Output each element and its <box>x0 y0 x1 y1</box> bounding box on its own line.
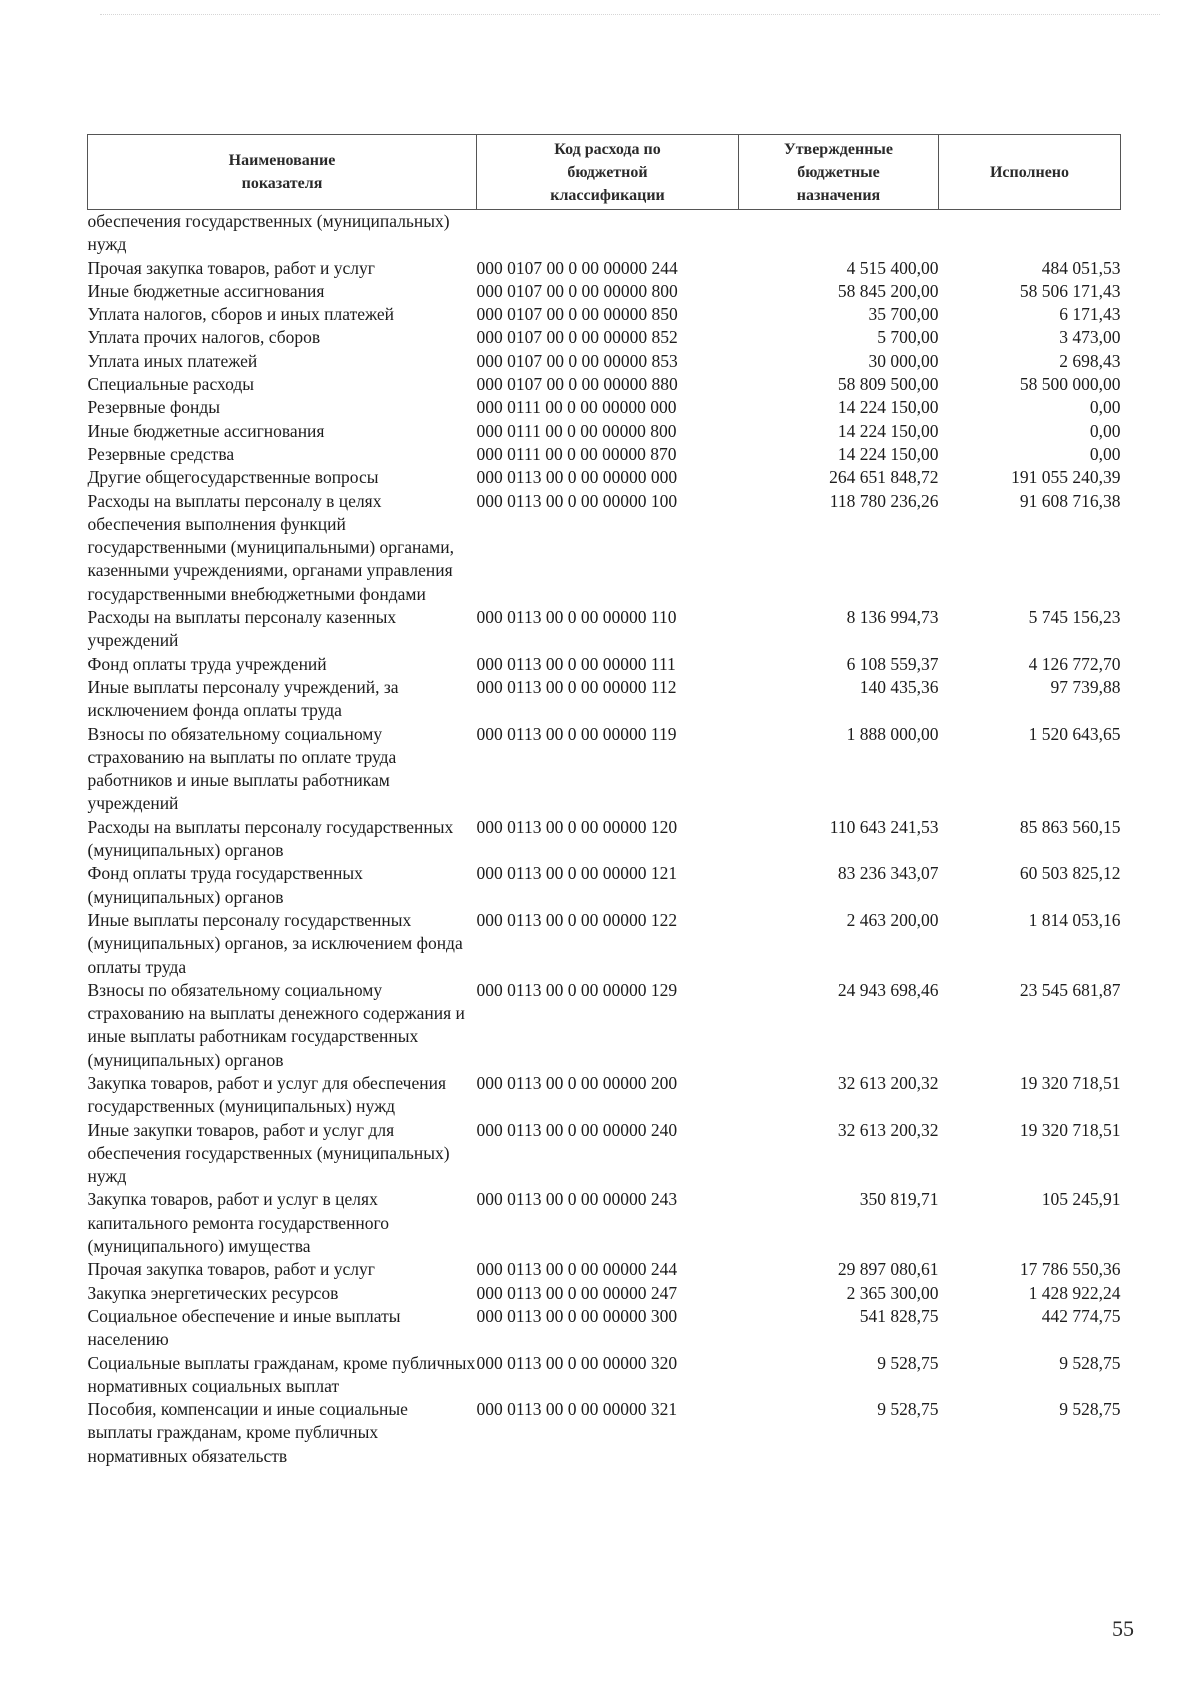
table-row <box>88 816 1121 863</box>
cell-code: 000 0113 00 0 00 00000 321 <box>476 1399 678 1420</box>
cell-name: Другие общегосударственные вопросы <box>87 467 379 488</box>
cell-done: 60 503 825,12 <box>1019 863 1121 884</box>
cell-done: 3 473,00 <box>1059 327 1121 348</box>
cell-done: 9 528,75 <box>1059 1399 1121 1420</box>
cell-name: Расходы на выплаты персоналу казенных учреждений <box>87 607 397 651</box>
cell-plan: 4 515 400,00 <box>846 257 939 278</box>
table-row <box>88 373 1121 396</box>
table-row <box>88 1305 1121 1352</box>
table-header-row <box>88 135 1121 210</box>
cell-code: 000 0113 00 0 00 00000 121 <box>476 863 678 884</box>
cell-name: Прочая закупка товаров, работ и услуг <box>87 257 375 278</box>
cell-plan: 140 435,36 <box>859 676 939 697</box>
cell-name: Взносы по обязательному социальному страхованию на выплаты по оплате труда работников и иные выплаты работникам учреждений <box>87 723 397 814</box>
cell-code: 000 0107 00 0 00 00000 852 <box>476 327 678 348</box>
table-row <box>88 979 1121 1072</box>
cell-plan: 6 108 559,37 <box>846 653 939 674</box>
cell-done: 191 055 240,39 <box>1011 467 1121 488</box>
cell-name: Фонд оплаты труда учреждений <box>87 653 327 674</box>
cell-plan: 9 528,75 <box>877 1352 939 1373</box>
cell-code: 000 0107 00 0 00 00000 880 <box>476 374 678 395</box>
cell-done: 1 428 922,24 <box>1028 1282 1121 1303</box>
scan-artifact-line <box>100 14 1160 16</box>
cell-code: 000 0113 00 0 00 00000 100 <box>476 490 678 511</box>
cell-plan <box>739 210 939 257</box>
cell-code: 000 0111 00 0 00 00000 870 <box>476 443 677 464</box>
cell-done: 484 051,53 <box>1041 257 1121 278</box>
cell-name: Расходы на выплаты персоналу в целях обеспечения выполнения функций государственными (муниципальными) органами, казенными учреждениями, органами управления государственными внебюджетными фондами <box>87 490 454 604</box>
page-number: 55 <box>1112 1616 1134 1641</box>
table-row <box>88 303 1121 326</box>
cell-done: 1 814 053,16 <box>1028 909 1121 930</box>
cell-plan: 110 643 241,53 <box>829 816 939 837</box>
table-row <box>88 606 1121 653</box>
cell-name: Резервные средства <box>87 443 235 464</box>
table-row <box>88 1352 1121 1399</box>
table-row <box>88 420 1121 443</box>
table-row <box>88 280 1121 303</box>
cell-plan: 8 136 994,73 <box>846 607 939 628</box>
cell-plan: 2 365 300,00 <box>846 1282 939 1303</box>
cell-plan: 350 819,71 <box>859 1189 939 1210</box>
table-row <box>88 676 1121 723</box>
cell-done: 85 863 560,15 <box>1019 816 1121 837</box>
cell-plan: 9 528,75 <box>877 1399 939 1420</box>
cell-plan: 29 897 080,61 <box>837 1259 939 1280</box>
cell-plan: 58 845 200,00 <box>837 280 939 301</box>
cell-done: 19 320 718,51 <box>1019 1119 1121 1140</box>
cell-plan: 5 700,00 <box>877 327 939 348</box>
cell-plan: 35 700,00 <box>868 304 939 325</box>
cell-done: 17 786 550,36 <box>1019 1259 1121 1280</box>
cell-done: 4 126 772,70 <box>1028 653 1121 674</box>
cell-code: 000 0111 00 0 00 00000 800 <box>476 420 677 441</box>
cell-name: Иные бюджетные ассигнования <box>87 420 325 441</box>
table-row <box>88 443 1121 466</box>
cell-name: обеспечения государственных (муниципальных) нужд <box>87 211 450 255</box>
cell-name: Иные закупки товаров, работ и услуг для обеспечения государственных (муниципальных) нужд <box>87 1119 450 1187</box>
cell-name: Специальные расходы <box>87 374 254 395</box>
cell-code: 000 0113 00 0 00 00000 111 <box>476 653 676 674</box>
cell-done: 442 774,75 <box>1041 1305 1121 1326</box>
table-body <box>88 210 1121 1469</box>
cell-code: 000 0113 00 0 00 00000 000 <box>476 467 678 488</box>
cell-name: Уплата налогов, сборов и иных платежей <box>87 304 394 325</box>
cell-name: Резервные фонды <box>87 397 221 418</box>
cell-plan: 58 809 500,00 <box>837 374 939 395</box>
cell-code: 000 0113 00 0 00 00000 244 <box>476 1259 678 1280</box>
cell-plan: 30 000,00 <box>868 350 939 371</box>
table-row <box>88 1119 1121 1189</box>
cell-done: 0,00 <box>1089 443 1121 464</box>
cell-plan: 264 651 848,72 <box>829 467 939 488</box>
cell-name: Закупка товаров, работ и услуг в целях капитального ремонта государственного (муниципального) имущества <box>87 1189 390 1257</box>
cell-name: Закупка энергетических ресурсов <box>87 1282 339 1303</box>
cell-plan: 83 236 343,07 <box>837 863 939 884</box>
cell-code: 000 0113 00 0 00 00000 247 <box>476 1282 678 1303</box>
cell-name: Уплата прочих налогов, сборов <box>87 327 321 348</box>
cell-done: 58 506 171,43 <box>1019 280 1121 301</box>
header-plan: Утвержденные бюджетные назначения <box>739 135 939 210</box>
cell-done: 0,00 <box>1089 420 1121 441</box>
cell-done: 6 171,43 <box>1059 304 1121 325</box>
table-row <box>88 1258 1121 1281</box>
cell-plan: 118 780 236,26 <box>829 490 939 511</box>
table-row <box>88 723 1121 816</box>
cell-plan: 32 613 200,32 <box>837 1119 939 1140</box>
cell-code: 000 0113 00 0 00 00000 200 <box>476 1072 678 1093</box>
cell-code <box>477 210 739 257</box>
cell-done: 9 528,75 <box>1059 1352 1121 1373</box>
cell-plan: 14 224 150,00 <box>837 443 939 464</box>
cell-done: 1 520 643,65 <box>1028 723 1121 744</box>
table-row <box>88 1072 1121 1119</box>
cell-code: 000 0113 00 0 00 00000 129 <box>476 979 678 1000</box>
cell-done: 97 739,88 <box>1050 676 1121 697</box>
cell-name: Взносы по обязательному социальному страхованию на выплаты денежного содержания и иные выплаты работникам государственных (муниципальных) органов <box>87 979 465 1070</box>
table-row <box>88 396 1121 419</box>
cell-done: 58 500 000,00 <box>1019 374 1121 395</box>
table-row <box>88 257 1121 280</box>
cell-code: 000 0113 00 0 00 00000 122 <box>476 909 678 930</box>
cell-name: Иные выплаты персоналу учреждений, за исключением фонда оплаты труда <box>87 676 399 721</box>
cell-plan: 1 888 000,00 <box>846 723 939 744</box>
table-row <box>88 326 1121 349</box>
cell-done: 23 545 681,87 <box>1019 979 1121 1000</box>
cell-plan: 2 463 200,00 <box>846 909 939 930</box>
cell-done: 19 320 718,51 <box>1019 1072 1121 1093</box>
cell-plan: 14 224 150,00 <box>837 420 939 441</box>
table-row <box>88 466 1121 489</box>
cell-done: 105 245,91 <box>1041 1189 1121 1210</box>
header-name: Наименование показателя <box>88 135 477 210</box>
table-row <box>88 490 1121 606</box>
cell-code: 000 0113 00 0 00 00000 120 <box>476 816 678 837</box>
cell-code: 000 0107 00 0 00 00000 853 <box>476 350 678 371</box>
cell-code: 000 0113 00 0 00 00000 320 <box>476 1352 678 1373</box>
cell-plan: 24 943 698,46 <box>837 979 939 1000</box>
table-row <box>88 1398 1121 1468</box>
cell-name: Социальное обеспечение и иные выплаты населению <box>87 1305 401 1350</box>
header-done: Исполнено <box>939 135 1121 210</box>
table-row <box>88 350 1121 373</box>
cell-plan: 541 828,75 <box>859 1305 939 1326</box>
cell-name: Уплата иных платежей <box>87 350 258 371</box>
cell-code: 000 0107 00 0 00 00000 850 <box>476 304 678 325</box>
cell-name: Закупка товаров, работ и услуг для обеспечения государственных (муниципальных) нужд <box>87 1072 447 1117</box>
cell-name: Пособия, компенсации и иные социальные выплаты гражданам, кроме публичных нормативных обязательств <box>87 1399 408 1466</box>
cell-name: Социальные выплаты гражданам, кроме публичных нормативных социальных выплат <box>87 1352 476 1396</box>
cell-code: 000 0113 00 0 00 00000 240 <box>476 1119 678 1140</box>
table-row <box>88 862 1121 909</box>
table-row <box>88 909 1121 979</box>
cell-done: 0,00 <box>1089 397 1121 418</box>
cell-done <box>939 210 1121 257</box>
table-row <box>88 1282 1121 1305</box>
cell-code: 000 0113 00 0 00 00000 110 <box>476 607 677 628</box>
cell-code: 000 0113 00 0 00 00000 300 <box>476 1305 678 1326</box>
table-row <box>88 210 1121 257</box>
cell-code: 000 0113 00 0 00 00000 112 <box>476 676 677 697</box>
cell-name: Расходы на выплаты персоналу государственных (муниципальных) органов <box>87 816 454 861</box>
cell-done: 91 608 716,38 <box>1019 490 1121 511</box>
cell-name: Иные выплаты персоналу государственных (муниципальных) органов, за исключением фонда оплаты труда <box>87 909 463 977</box>
cell-code: 000 0111 00 0 00 00000 000 <box>476 397 677 418</box>
cell-done: 5 745 156,23 <box>1028 607 1121 628</box>
header-code: Код расхода по бюджетной классификации <box>477 135 739 210</box>
cell-code: 000 0113 00 0 00 00000 119 <box>476 723 677 744</box>
table-row <box>88 1188 1121 1258</box>
cell-plan: 32 613 200,32 <box>837 1072 939 1093</box>
cell-code: 000 0113 00 0 00 00000 243 <box>476 1189 678 1210</box>
cell-done: 2 698,43 <box>1059 350 1121 371</box>
budget-execution-table <box>87 134 1121 1468</box>
cell-code: 000 0107 00 0 00 00000 244 <box>476 257 678 278</box>
table-row <box>88 653 1121 676</box>
cell-name: Фонд оплаты труда государственных (муниципальных) органов <box>87 863 363 907</box>
cell-name: Иные бюджетные ассигнования <box>87 280 325 301</box>
cell-code: 000 0107 00 0 00 00000 800 <box>476 280 678 301</box>
cell-name: Прочая закупка товаров, работ и услуг <box>87 1259 375 1280</box>
cell-plan: 14 224 150,00 <box>837 397 939 418</box>
